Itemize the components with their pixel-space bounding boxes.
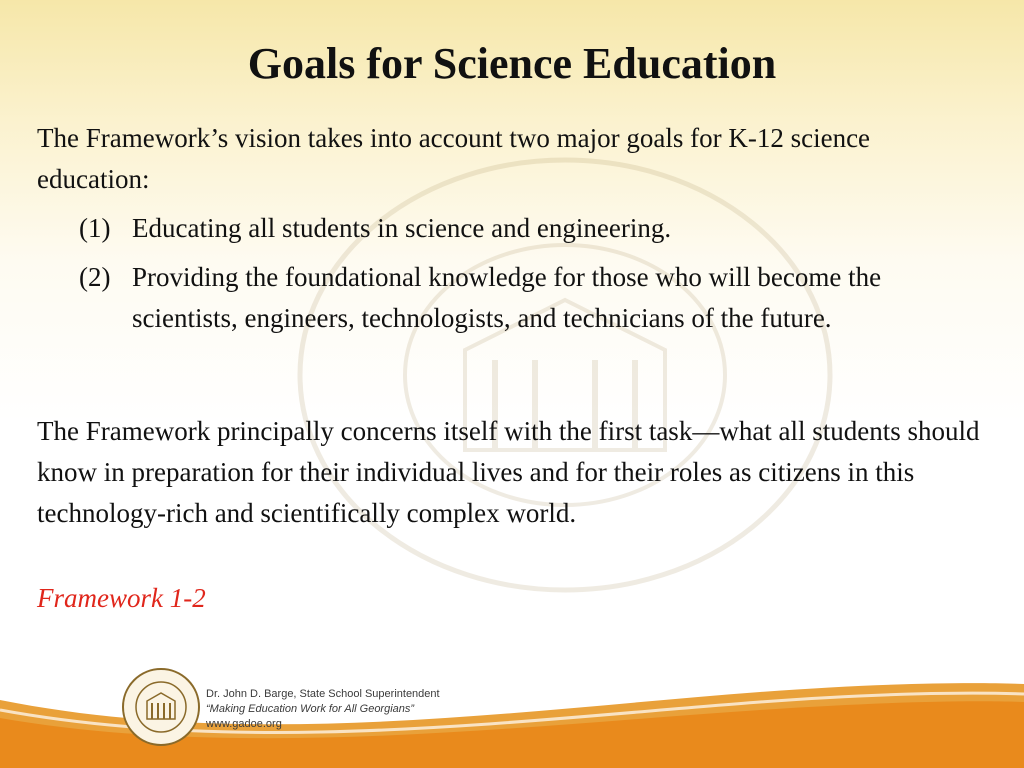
intro-paragraph: The Framework’s vision takes into account two major goals for K-12 science education:	[37, 123, 871, 194]
footer-slogan: “Making Education Work for All Georgians”	[206, 703, 415, 715]
framework-paragraph: The Framework principally concerns itself with the first task—what all students should know in preparation for their individual lives and for their roles as citizens in this technology-rich and scientifically complex world.	[37, 416, 980, 528]
citation: Framework 1-2	[37, 583, 206, 613]
department-of-education-seal-icon	[121, 667, 201, 747]
goal-number: (2)	[79, 262, 111, 292]
goal-number: (1)	[79, 213, 111, 243]
goal-text: Educating all students in science and engineering.	[132, 213, 672, 243]
footer-website-link[interactable]: www.gadoe.org	[206, 718, 282, 730]
slide-title: Goals for Science Education	[247, 39, 777, 88]
footer-text	[206, 687, 440, 732]
goal-text: Providing the foundational knowledge for those who will become the scientists, engineers, technologists, and technicians of the future.	[132, 262, 882, 333]
footer-superintendent: Dr. John D. Barge, State School Superintendent	[206, 688, 440, 700]
